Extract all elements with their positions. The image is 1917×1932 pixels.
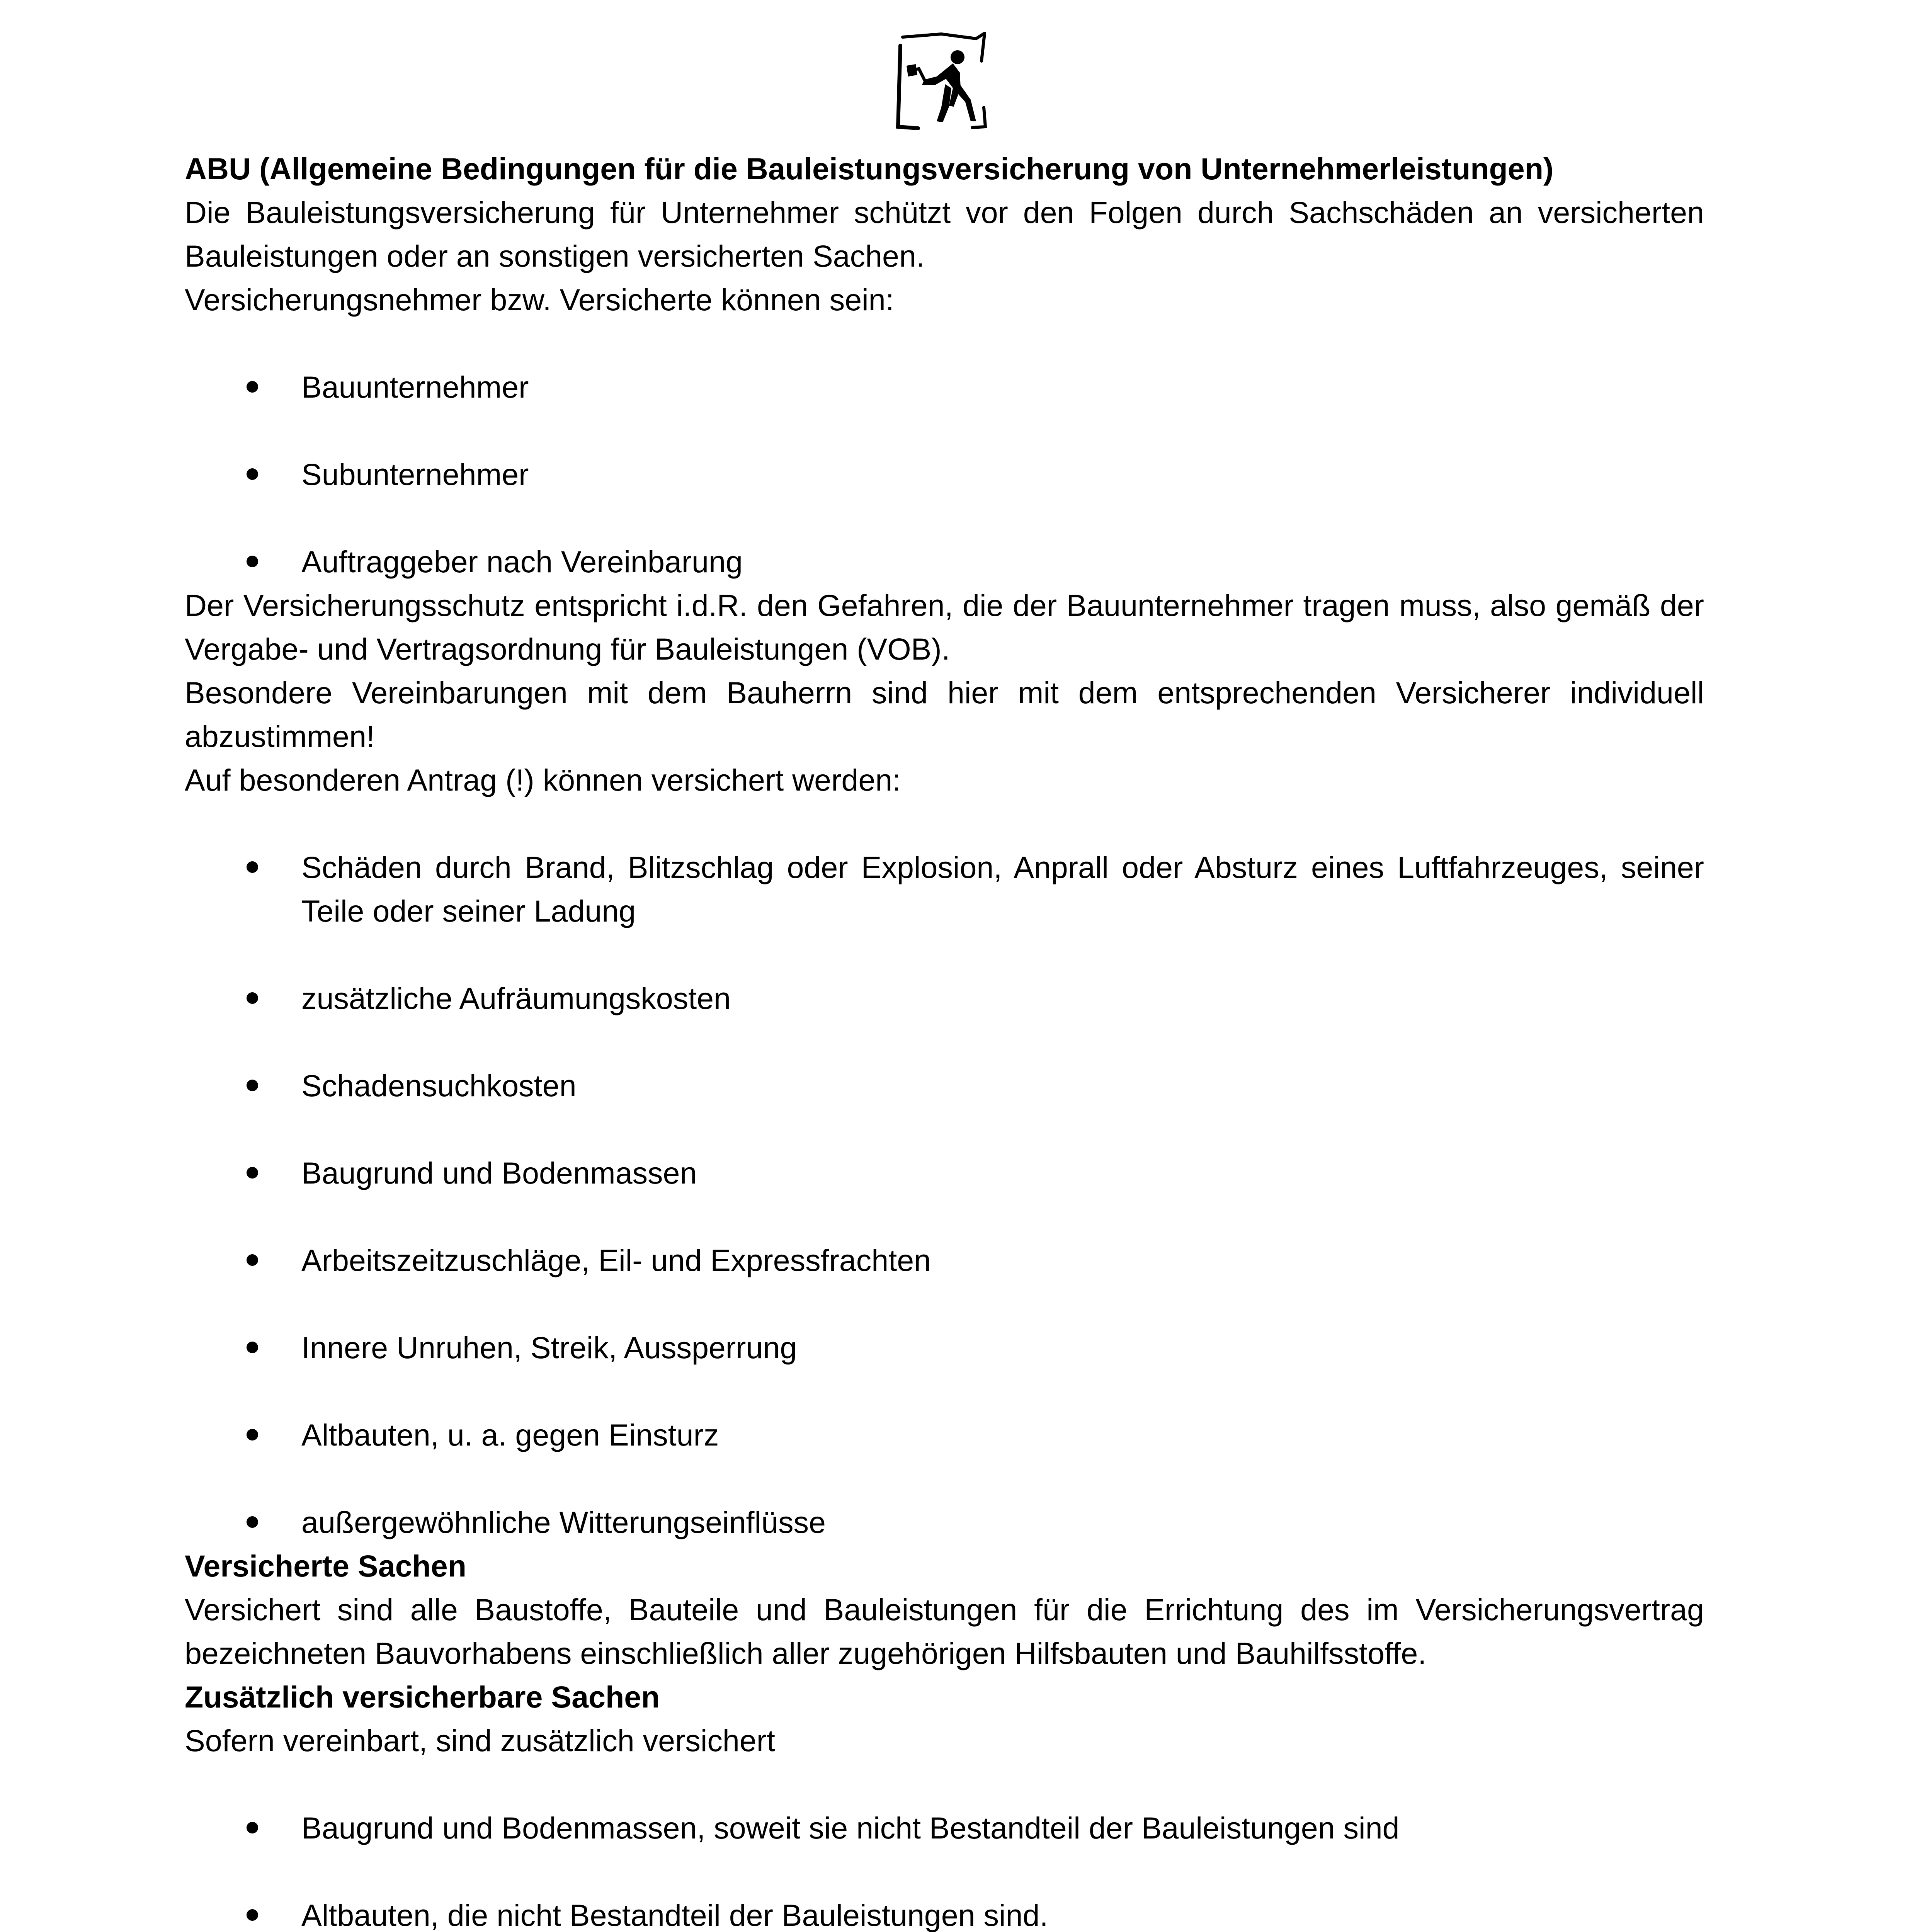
bullet-icon <box>247 1167 258 1179</box>
list-item: Arbeitszeitzuschläge, Eil- und Expressfrachten <box>185 1238 1704 1282</box>
bullet-icon <box>247 468 258 480</box>
list-item: Baugrund und Bodenmassen, soweit sie nicht Bestandteil der Bauleistungen sind <box>185 1806 1704 1850</box>
list-item: Auftraggeber nach Vereinbarung <box>185 540 1704 583</box>
list-item: Schäden durch Brand, Blitzschlag oder Explosion, Anprall oder Absturz eines Luftfahrzeuges, seiner Teile oder seiner Ladung <box>185 845 1704 933</box>
bullet-icon <box>247 1080 258 1091</box>
bullet-icon <box>247 861 258 873</box>
list-item: zusätzliche Aufräumungskosten <box>185 976 1704 1020</box>
document-body <box>185 147 1704 1932</box>
list-item: Subunternehmer <box>185 452 1704 496</box>
bullet-icon <box>247 992 258 1004</box>
bullet-icon <box>247 1822 258 1833</box>
additional-items-list <box>185 1806 1704 1932</box>
special-request-list <box>185 845 1704 1544</box>
bullet-icon <box>247 1516 258 1528</box>
list-item: Schadensuchkosten <box>185 1064 1704 1107</box>
bullet-icon <box>247 1254 258 1266</box>
paragraph-special-agreements: Besondere Vereinbarungen mit dem Bauherrn sind hier mit dem entsprechenden Versicherer individuell abzustimmen! <box>185 675 1704 753</box>
insured-parties-list <box>185 365 1704 583</box>
paragraph-additional-items-intro: Sofern vereinbart, sind zusätzlich versichert <box>185 1723 776 1758</box>
paragraph-abu-intro: Die Bauleistungsversicherung für Unternehmer schützt vor den Folgen durch Sachschäden an versicherten Bauleistungen oder an sonstigen versicherten Sachen. <box>185 195 1704 273</box>
section-title-additional-items: Zusätzlich versicherbare Sachen <box>185 1680 660 1714</box>
list-item: Altbauten, die nicht Bestandteil der Bauleistungen sind. <box>185 1893 1704 1932</box>
list-item: Altbauten, u. a. gegen Einsturz <box>185 1413 1704 1457</box>
bullet-icon <box>247 1909 258 1921</box>
list-item: Baugrund und Bodenmassen <box>185 1151 1704 1195</box>
bullet-icon <box>247 381 258 393</box>
bullet-icon <box>247 556 258 567</box>
worker-digging-logo <box>895 30 988 131</box>
bullet-icon <box>247 1429 258 1440</box>
paragraph-insured-items: Versichert sind alle Baustoffe, Bauteile und Bauleistungen für die Errichtung des im Versicherungsvertrag bezeichneten Bauvorhabens einschließlich aller zugehörigen Hilfsbauten und Bauhilfsstoffe. <box>185 1592 1704 1670</box>
list-item: außergewöhnliche Witterungseinflüsse <box>185 1500 1704 1544</box>
paragraph-special-request-intro: Auf besonderen Antrag (!) können versichert werden: <box>185 763 901 797</box>
paragraph-insured-parties-intro: Versicherungsnehmer bzw. Versicherte können sein: <box>185 282 894 317</box>
bullet-icon <box>247 1342 258 1353</box>
list-item: Bauunternehmer <box>185 365 1704 409</box>
list-item: Innere Unruhen, Streik, Aussperrung <box>185 1326 1704 1369</box>
section-title-abu: ABU (Allgemeine Bedingungen für die Bauleistungsversicherung von Unternehmerleistungen) <box>185 151 1554 186</box>
paragraph-coverage: Der Versicherungsschutz entspricht i.d.R. den Gefahren, die der Bauunternehmer tragen muss, also gemäß der Vergabe- und Vertragsordnung für Bauleistungen (VOB). <box>185 588 1704 666</box>
section-title-insured-items: Versicherte Sachen <box>185 1549 466 1583</box>
